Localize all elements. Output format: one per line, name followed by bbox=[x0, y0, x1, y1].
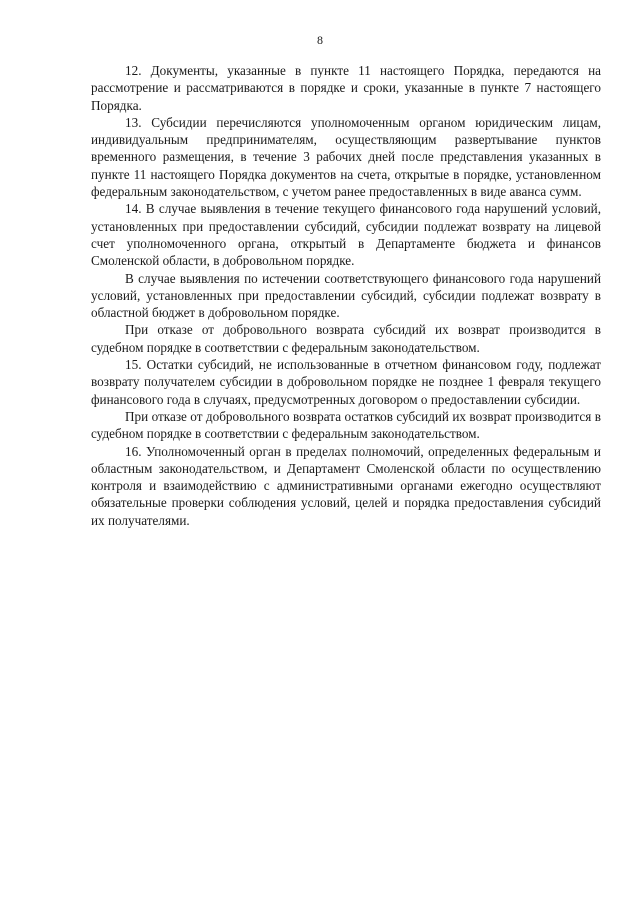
paragraph-14-part-2: В случае выявления по истечении соответствующего финансового года нарушений условий, установленных при предоставлении субсидий, субсидии подлежат возврату в областной бюджет в добровольном порядке. bbox=[91, 270, 601, 321]
document-body bbox=[91, 62, 601, 529]
paragraph-12: 12. Документы, указанные в пункте 11 настоящего Порядка, передаются на рассмотрение и рассматриваются в порядке и сроки, указанные в пункте 7 настоящего Порядка. bbox=[91, 63, 601, 113]
paragraph-16: 16. Уполномоченный орган в пределах полномочий, определенных федеральным и областным законодательством, и Департамент Смоленской области по осуществлению контроля и взаимодействию с административными органами ежегодно осуществляют обязательные проверки соблюдения условий, целей и порядка предоставления субсидий их получателями. bbox=[91, 443, 601, 528]
paragraph-13: 13. Субсидии перечисляются уполномоченным органом юридическим лицам, индивидуальным предпринимателям, осуществляющим развертывание пунктов временного размещения, в течение 3 рабочих дней после представления указанных в пункте 11 настоящего Порядка документов на счета, открытые в порядке, установленном федеральным законодательством, с учетом ранее предоставленных в виде аванса сумм. bbox=[91, 114, 601, 200]
page-number: 8 bbox=[317, 33, 323, 47]
paragraph-14: 14. В случае выявления в течение текущего финансового года нарушений условий, установленных при предоставлении субсидий, субсидии подлежат возврату на лицевой счет уполномоченного органа, открытый в Департаменте бюджета и финансов Смоленской области, в добровольном порядке. bbox=[91, 201, 601, 269]
paragraph-14-part-3: При отказе от добровольного возврата субсидий их возврат производится в судебном порядке в соответствии с федеральным законодательством. bbox=[91, 322, 601, 355]
paragraph-15: 15. Остатки субсидий, не использованные в отчетном финансовом году, подлежат возврату получателем субсидии в добровольном порядке не позднее 1 февраля текущего финансового года в случаях, предусмотренных договором о предоставлении субсидии. bbox=[91, 357, 601, 407]
paragraph-15-part-2: При отказе от добровольного возврата остатков субсидий их возврат производится в судебном порядке в соответствии с федеральным законодательством. bbox=[91, 408, 601, 442]
